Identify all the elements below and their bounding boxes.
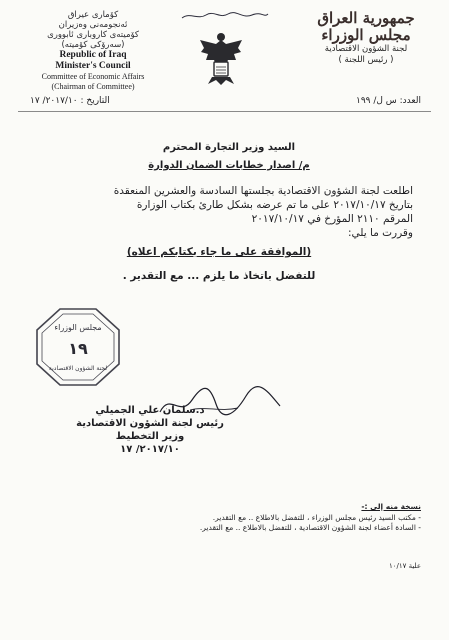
letter-body <box>33 184 413 240</box>
signature-block <box>70 404 230 456</box>
copy-item: - مكتب السيد رئيس مجلس الوزراء ، للتفضل بالاطلاع .. مع التقدير. <box>212 512 421 522</box>
header-right-line: لجنة الشؤون الاقتصادية <box>324 44 408 54</box>
kurdish-line: کۆماری عیراق <box>67 10 119 20</box>
stamp-bottom-text: لجنة الشؤون الاقتصادية <box>48 365 108 372</box>
header-right-line: جمهورية العراق <box>317 9 415 27</box>
decision-text: (الموافقة على ما جاء بكتابكم اعلاه) <box>126 246 312 258</box>
kurdish-line: ئەنجومەنی وەزیران <box>58 20 128 30</box>
footer-code: علية ١٠/١٧ <box>389 562 421 570</box>
kurdish-line: کۆمیتەی کاروباری ئابووری <box>47 30 139 40</box>
stamp-number: ١٩ <box>68 339 88 358</box>
official-stamp <box>34 306 122 388</box>
body-line: اطلعت لجنة الشؤون الاقتصادية بجلستها السادسة والعشرين المنعقدة <box>113 185 413 197</box>
copies-heading: نسخة منه إلى :- <box>361 502 421 511</box>
closing-text: للتفضل باتخاذ ما يلزم ... مع التقدير . <box>122 270 316 282</box>
body-line: المرقم ٢١١٠ المؤرخ في ٢٠١٧/١٠/١٧ <box>251 213 413 225</box>
reference-number: العدد: س ل/ ١٩٩ <box>355 96 421 106</box>
subject-line: م/ اصدار خطابات الضمان الدوارة <box>148 160 310 171</box>
copy-item: - السادة أعضاء لجنة الشؤون الاقتصادية ، للتفضل بالاطلاع .. مع التقدير. <box>199 523 421 532</box>
iraq-eagle-emblem-icon <box>198 30 244 86</box>
header-right-line: مجلس الوزراء <box>321 26 411 44</box>
addressee: السيد وزير التجارة المحترم <box>162 142 296 153</box>
english-line: Republic of Iraq <box>59 50 127 60</box>
body-line: وقررت ما يلي: <box>347 227 413 239</box>
header-right-line: ( رئيس اللجنة ) <box>338 55 394 65</box>
handwriting-scribble <box>180 10 270 22</box>
header-left-block <box>18 10 168 92</box>
signature-date: ٢٠١٧/١٠/ ١٧ <box>120 444 180 455</box>
english-line: Minister's Council <box>55 61 131 71</box>
english-line: Committee of Economic Affairs <box>41 72 145 81</box>
body-line: بتاريخ ٢٠١٧/١٠/١٧ على ما تم عرضه بشكل طارئ بكتاب الوزارة <box>136 199 413 211</box>
header-divider <box>18 111 431 112</box>
english-line: (Chairman of Committee) <box>51 82 135 91</box>
signatory-title: رئيس لجنة الشؤون الاقتصادية <box>76 418 224 429</box>
stamp-top-text: مجلس الوزراء <box>54 323 102 332</box>
signatory-title: وزير التخطيط <box>115 431 185 442</box>
kurdish-line: (سەرۆکی کۆمیتە) <box>61 40 125 50</box>
date-label: التاريخ : ٢٠١٧/١٠/ ١٧ <box>30 96 110 106</box>
copies-block <box>121 502 421 534</box>
header-right-block <box>301 10 431 66</box>
signatory-name: د.سلمان علي الجميلي <box>95 405 205 416</box>
